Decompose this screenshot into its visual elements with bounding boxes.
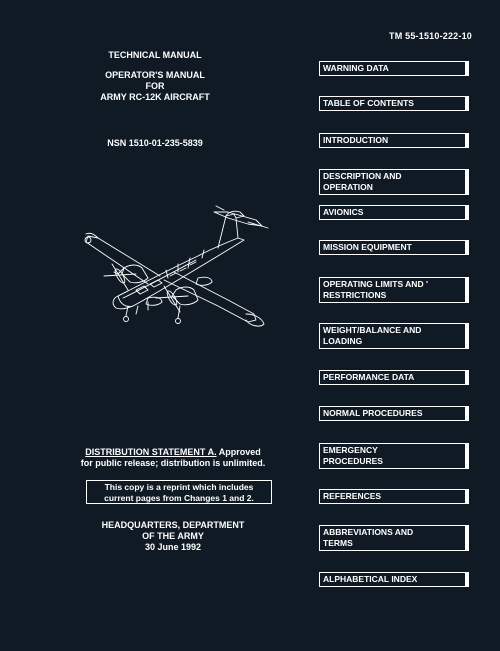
manual-subtitle: OPERATOR'S MANUAL <box>105 70 205 80</box>
publisher-line-2: OF THE ARMY <box>142 531 204 541</box>
distribution-approved: Approved <box>216 447 261 457</box>
distribution-statement <box>68 447 278 469</box>
tab-label: ALPHABETICAL INDEX <box>323 574 418 584</box>
tab-abbreviations-and-terms[interactable] <box>319 525 469 551</box>
tab-label: DESCRIPTION AND <box>323 171 402 181</box>
tab-label: INTRODUCTION <box>323 135 389 145</box>
tab-mission-equipment[interactable] <box>319 240 469 255</box>
tab-label: TABLE OF CONTENTS <box>323 98 414 108</box>
tab-label-2: RESTRICTIONS <box>323 290 387 300</box>
tab-label-2: LOADING <box>323 336 363 346</box>
tab-description-and-operation[interactable] <box>319 169 469 195</box>
tab-references[interactable] <box>319 489 469 504</box>
section-tabs <box>319 0 474 651</box>
aircraft-line-drawing-icon <box>78 198 278 338</box>
reprint-line-2: current pages from Changes 1 and 2. <box>104 493 254 503</box>
tab-label: WEIGHT/BALANCE AND <box>323 325 422 335</box>
tab-label: PERFORMANCE DATA <box>323 372 415 382</box>
tab-warning-data[interactable] <box>319 61 469 76</box>
distribution-release: for public release; distribution is unlimited. <box>80 458 266 468</box>
tab-table-of-contents[interactable] <box>319 96 469 111</box>
nsn-number: NSN 1510-01-235-5839 <box>107 138 203 148</box>
reprint-line-1: This copy is a reprint which includes <box>104 482 254 492</box>
tab-label: AVIONICS <box>323 207 364 217</box>
tab-label: EMERGENCY <box>323 445 378 455</box>
aircraft-name: ARMY RC-12K AIRCRAFT <box>100 92 210 102</box>
tab-performance-data[interactable] <box>319 370 469 385</box>
tab-label: ABBREVIATIONS AND <box>323 527 414 537</box>
tab-emergency-procedures[interactable] <box>319 443 469 469</box>
document-number: TM 55-1510-222-10 <box>389 31 472 41</box>
manual-type: TECHNICAL MANUAL <box>108 50 202 60</box>
tab-label-2: PROCEDURES <box>323 456 383 466</box>
tab-avionics[interactable] <box>319 205 469 220</box>
tab-label: OPERATING LIMITS AND ' <box>323 279 428 289</box>
tab-introduction[interactable] <box>319 133 469 148</box>
tab-label-2: TERMS <box>323 538 353 548</box>
tab-normal-procedures[interactable] <box>319 406 469 421</box>
tab-weight-balance[interactable] <box>319 323 469 349</box>
tab-operating-limits[interactable] <box>319 277 469 303</box>
tab-label: MISSION EQUIPMENT <box>323 242 412 252</box>
distribution-title: DISTRIBUTION STATEMENT A. <box>85 447 217 457</box>
tab-label-2: OPERATION <box>323 182 373 192</box>
publisher-line-1: HEADQUARTERS, DEPARTMENT <box>101 520 245 530</box>
title-block <box>40 50 270 103</box>
tab-label: NORMAL PROCEDURES <box>323 408 423 418</box>
publisher-block <box>68 520 278 553</box>
manual-for: FOR <box>145 81 165 91</box>
tab-label: REFERENCES <box>323 491 382 501</box>
tab-label: WARNING DATA <box>323 63 389 73</box>
publication-date: 30 June 1992 <box>144 542 202 552</box>
reprint-notice-box <box>86 480 272 504</box>
tab-alphabetical-index[interactable] <box>319 572 469 587</box>
